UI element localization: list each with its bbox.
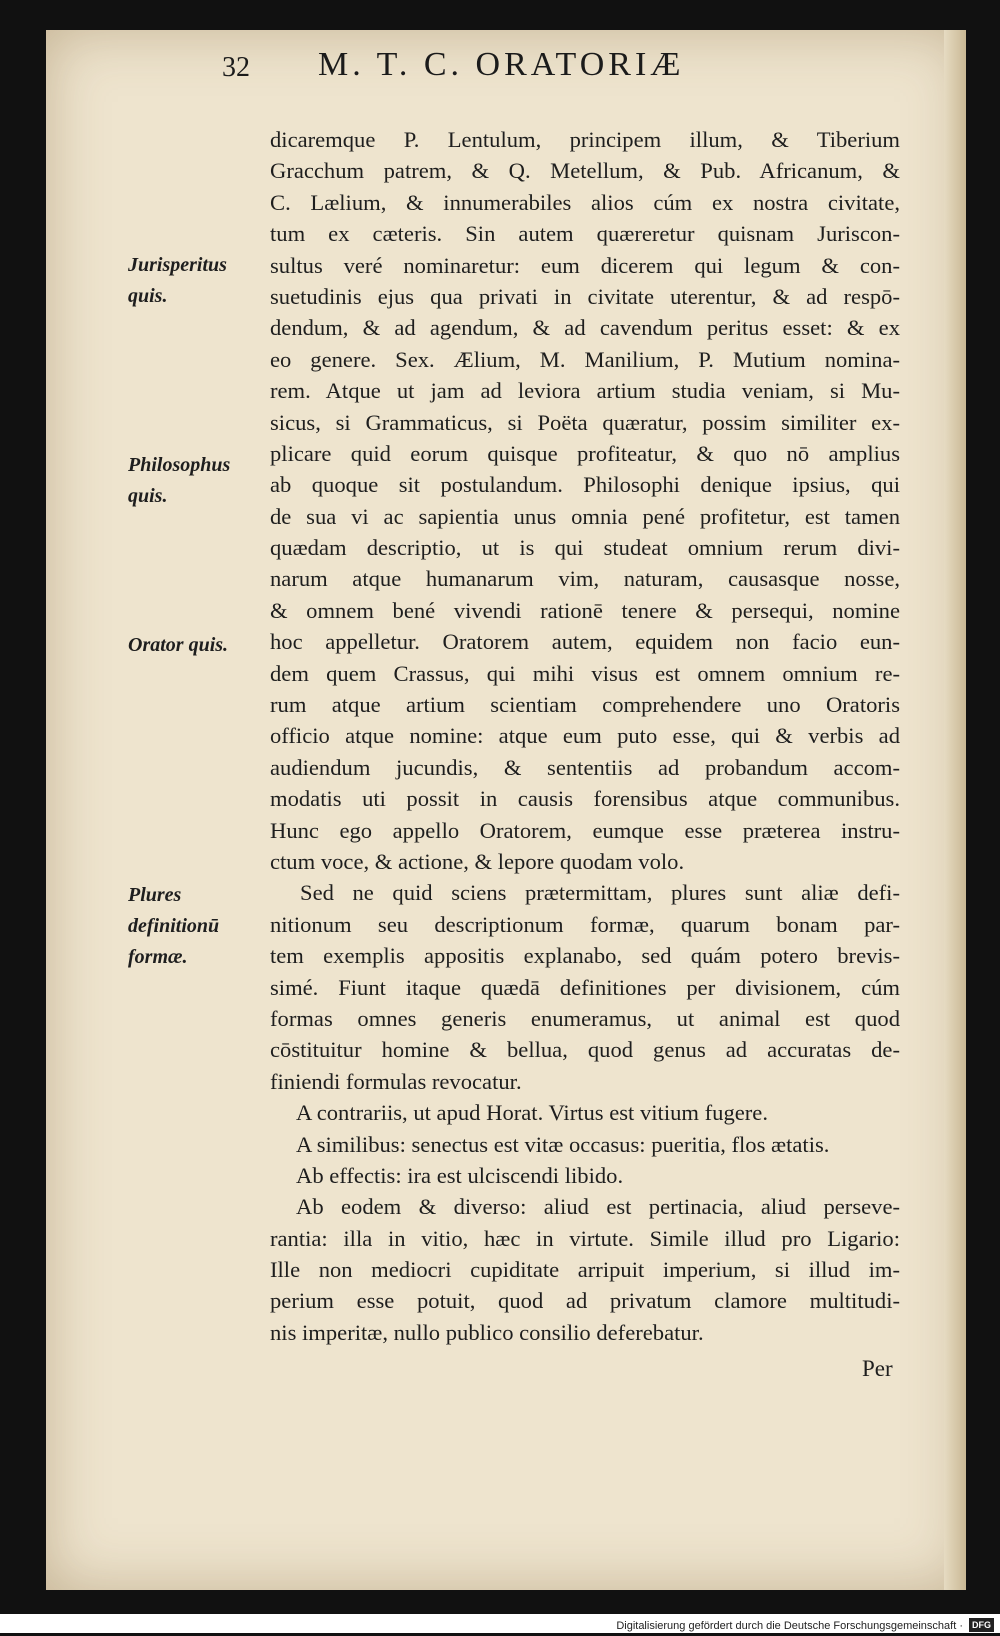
footer-strip [0, 1614, 1000, 1633]
text-line: cōstituitur homine & bellua, quod genus ad accuratas de- [270, 1037, 900, 1063]
text-line: sicus, si Grammaticus, si Poëta quæratur, possim similiter ex- [270, 409, 900, 435]
text-line: audiendum jucundis, & sententiis ad probandum accom- [270, 754, 900, 780]
text-line: perium esse potuit, quod ad privatum clamore multitudi- [270, 1288, 900, 1314]
text-line: tem exemplis appositis explanabo, sed quám potero brevis- [270, 943, 900, 969]
text-line: Ille non mediocri cupiditate arripuit imperium, si illud im- [270, 1257, 900, 1283]
text-line: Ab eodem & diverso: aliud est pertinacia, aliud perseve- [296, 1194, 900, 1220]
text-line: tum ex cæteris. Sin autem quæreretur quisnam Juriscon- [270, 221, 900, 247]
running-title: M. T. C. ORATORIÆ [318, 46, 685, 83]
catchword: Per [862, 1356, 893, 1381]
text-line: eo genere. Sex. Ælium, M. Manilium, P. Mutium nomina- [270, 346, 900, 372]
text-line: Hunc ego appello Oratorem, eumque esse præterea instru- [270, 817, 900, 843]
text-line: suetudinis ejus qua privati in civitate uterentur, & ad respō- [270, 283, 900, 309]
text-line: officio atque nomine: atque eum puto esse, qui & verbis ad [270, 723, 900, 749]
text-line: dicaremque P. Lentulum, principem illum, & Tiberium [270, 127, 900, 152]
text-line: quædam descriptio, ut is qui studeat omnium rerum divi- [270, 535, 900, 561]
margin-note-jurisperitus: Jurisperitus quis. [128, 254, 227, 307]
text-line: rem. Atque ut jam ad leviora artium studia veniam, si Mu- [270, 378, 900, 404]
text-line: nitionum seu descriptionum formæ, quarum bonam par- [270, 911, 900, 937]
page-header [222, 42, 782, 92]
footer-credit: Digitalisierung gefördert durch die Deutsche Forschungsgemeinschaft · [616, 1620, 963, 1632]
text-line: hoc appelletur. Oratorem autem, equidem non facio eun- [270, 629, 900, 655]
text-line: ctum voce, & actione, & lepore quodam volo. [270, 848, 685, 874]
text-line: rum atque artium scientiam comprehendere uno Oratoris [270, 692, 900, 718]
text-line: formas omnes generis enumeramus, ut animal est quod [270, 1005, 900, 1031]
margin-note-orator: Orator quis. [128, 634, 229, 656]
text-line: rantia: illa in vitio, hæc in virtute. Simile illud pro Ligario: [270, 1225, 900, 1251]
page-number: 32 [222, 52, 250, 83]
text-line: C. Lælium, & innumerabiles alios cúm ex nostra civitate, [270, 189, 900, 215]
text-line: A contrariis, ut apud Horat. Virtus est vitium fugere. [296, 1100, 768, 1126]
text-line: ab quoque sit postulandum. Philosophi denique ipsius, qui [270, 472, 900, 498]
text-line: sultus veré nominaretur: eum dicerem qui legum & con- [270, 252, 900, 278]
text-line: A similibus: senectus est vitæ occasus: pueritia, flos ætatis. [296, 1131, 830, 1157]
text-line: Gracchum patrem, & Q. Metellum, & Pub. Africanum, & [270, 158, 900, 184]
text-line: Sed ne quid sciens prætermittam, plures sunt aliæ defi- [300, 880, 900, 906]
margin-note-philosophus: Philosophus quis. [128, 454, 231, 507]
dfg-logo-icon: DFG [969, 1618, 994, 1632]
text-line: nis imperitæ, nullo publico consilio deferebatur. [270, 1319, 704, 1345]
body-text [270, 124, 900, 1348]
text-line: plicare quid eorum quisque profiteatur, & quo nō amplius [270, 440, 900, 466]
text-line: de sua vi ac sapientia unus omnia pené profitetur, est tamen [270, 503, 900, 529]
page-edge [944, 30, 966, 1590]
text-line: finiendi formulas revocatur. [270, 1068, 522, 1094]
text-line: Ab effectis: ira est ulciscendi libido. [296, 1162, 624, 1188]
text-line: narum atque humanarum vim, naturam, causasque nosse, [270, 566, 900, 592]
text-line: & omnem bené vivendi rationē tenere & persequi, nomine [270, 597, 900, 623]
text-line: dendum, & ad agendum, & ad cavendum peritus esset: & ex [270, 315, 900, 341]
text-line: dem quem Crassus, qui mihi visus est omnem omnium re- [270, 660, 900, 686]
margin-note-definitionum: Plures definitionū formæ. [128, 884, 220, 968]
text-line: simé. Fiunt itaque quædā definitiones per divisionem, cúm [270, 974, 900, 1000]
text-line: modatis uti possit in causis forensibus atque communibus. [270, 786, 900, 812]
